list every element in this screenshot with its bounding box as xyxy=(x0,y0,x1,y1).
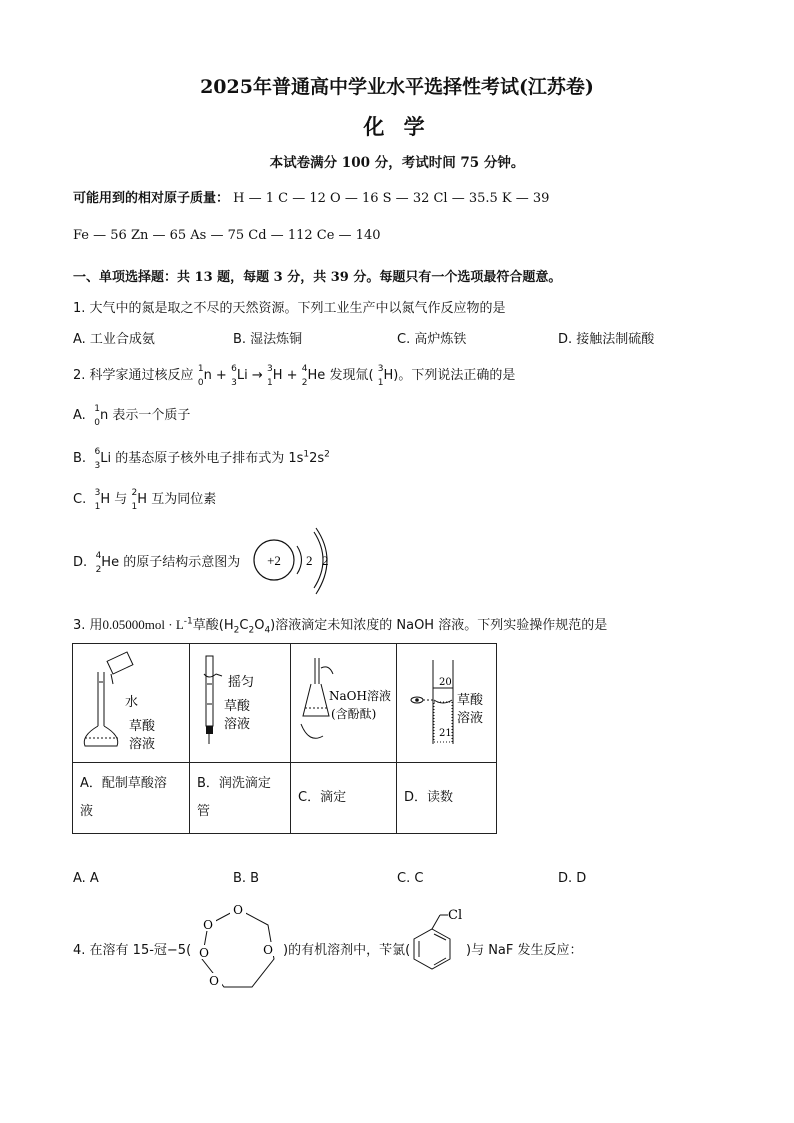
atomic-mass-values-2: Fe — 56 Zn — 65 As — 75 Cd — 112 Ce — 140 xyxy=(73,228,381,243)
q3-stem: 3. 用$0.05000mol \cdot L^{-1}$草酸$(H_2C_2O_4)$溶液滴定未知浓度的 NaOH 溶液。下列实验操作规范的是 xyxy=(73,616,608,636)
svg-text:Cl: Cl xyxy=(448,908,463,923)
cell-image-a xyxy=(73,644,190,763)
q2-option-d: D. 4 2 He 的原子结构示意图为 xyxy=(73,550,241,575)
caption-d: D．读数 xyxy=(397,763,497,834)
caption-a: A．配制草酸溶 液 xyxy=(73,763,190,834)
svg-text:NaOH溶液: NaOH溶液 xyxy=(329,689,391,703)
q2-option-a: A. 1 0 n 表示一个质子 xyxy=(73,403,191,428)
cell-image-b xyxy=(190,644,291,763)
caption-b: B．润洗滴定 管 xyxy=(190,763,291,834)
svg-text:O: O xyxy=(203,918,213,932)
svg-text:水: 水 xyxy=(125,695,139,710)
q4-stem-b: )的有机溶剂中，苄氯( xyxy=(283,943,411,958)
nucleus-label: +2 xyxy=(267,553,281,568)
svg-text:草酸: 草酸 xyxy=(224,699,251,714)
svg-text:溶液: 溶液 xyxy=(129,737,156,752)
shell2-label: 2 xyxy=(322,553,329,568)
svg-text:溶液: 溶液 xyxy=(457,711,484,726)
exam-note: 本试卷满分 100 分，考试时间 75 分钟。 xyxy=(269,155,525,171)
q1-stem: 1. 大气中的氮是取之不尽的天然资源。下列工业生产中以氮气作反应物的是 xyxy=(73,301,506,316)
q3-option-a: A. A xyxy=(73,871,99,886)
cell-image-d xyxy=(397,644,497,763)
svg-text:O: O xyxy=(233,903,243,917)
q2-option-c: C. 3 1 H 与 2 1 H 互为同位素 xyxy=(73,487,217,512)
q1-option-c: C. 高炉炼铁 xyxy=(397,332,467,347)
q3-option-d: D. D xyxy=(558,871,587,886)
q4-stem-a: 4. 在溶有 15-冠−5( xyxy=(73,943,192,958)
svg-text:(含酚酞): (含酚酞) xyxy=(331,707,377,721)
q2-stem-b: 发现氚 xyxy=(329,368,369,383)
titration-flask-image xyxy=(291,644,396,758)
burette-image xyxy=(190,644,290,758)
q2-stem-a: 科学家通过核反应 xyxy=(89,368,194,383)
caption-c: C．滴定 xyxy=(291,763,397,834)
crown-ether-structure xyxy=(190,897,286,1001)
svg-text:O: O xyxy=(209,974,219,988)
shell1-label: 2 xyxy=(306,553,313,568)
atomic-mass-line1 xyxy=(73,187,549,206)
q3-concentration: 0.05000mol · L xyxy=(102,617,184,632)
atomic-mass-values-1: H — 1 C — 12 O — 16 S — 32 Cl — 35.5 K — 39 xyxy=(233,191,550,206)
q3-option-c: C. C xyxy=(397,871,424,886)
q2-option-b: B. 6 3 Li 的基态原子核外电子排布式为 $1s^12s^2$ xyxy=(73,446,330,471)
q4-stem-c: )与 NaF 发生反应： xyxy=(466,943,583,958)
svg-text:草酸: 草酸 xyxy=(129,719,156,734)
atomic-structure-diagram xyxy=(250,522,340,600)
q1-option-b: B. 湿法炼铜 xyxy=(233,332,303,347)
svg-text:O: O xyxy=(263,943,273,957)
svg-text:O: O xyxy=(199,946,209,960)
q2-number: 2. xyxy=(73,368,86,383)
atomic-mass-label: 可能用到的相对原子质量： xyxy=(73,191,230,206)
q1-option-a: A. 工业合成氨 xyxy=(73,332,155,347)
q2-stem: 2. 科学家通过核反应 1 0 n + 6 3 Li → 3 1 H + 4 2 He 发现氚( 3 1 H)。下列说法正确的是 xyxy=(73,363,516,388)
exam-title: 2025年普通高中学业水平选择性考试(江苏卷) xyxy=(200,76,594,98)
section-heading: 一、单项选择题：共 13 题，每题 3 分，共 39 分。每题只有一个选项最符合题意。 xyxy=(73,270,562,285)
experiment-table xyxy=(72,643,497,834)
svg-text:摇匀: 摇匀 xyxy=(228,675,255,690)
subject-title: 化 学 xyxy=(363,114,431,139)
cell-image-c xyxy=(291,644,397,763)
q3-option-b: B. B xyxy=(233,871,260,886)
svg-text:草酸: 草酸 xyxy=(457,693,484,708)
svg-text:20: 20 xyxy=(439,677,452,688)
benzyl-chloride-structure xyxy=(406,899,470,983)
q2-stem-c: 。下列说法正确的是 xyxy=(398,368,516,383)
q1-option-d: D. 接触法制硫酸 xyxy=(558,332,655,347)
svg-text:21: 21 xyxy=(439,728,452,739)
volumetric-flask-image xyxy=(73,644,189,758)
svg-text:溶液: 溶液 xyxy=(224,717,251,732)
burette-reading-image xyxy=(397,644,496,758)
